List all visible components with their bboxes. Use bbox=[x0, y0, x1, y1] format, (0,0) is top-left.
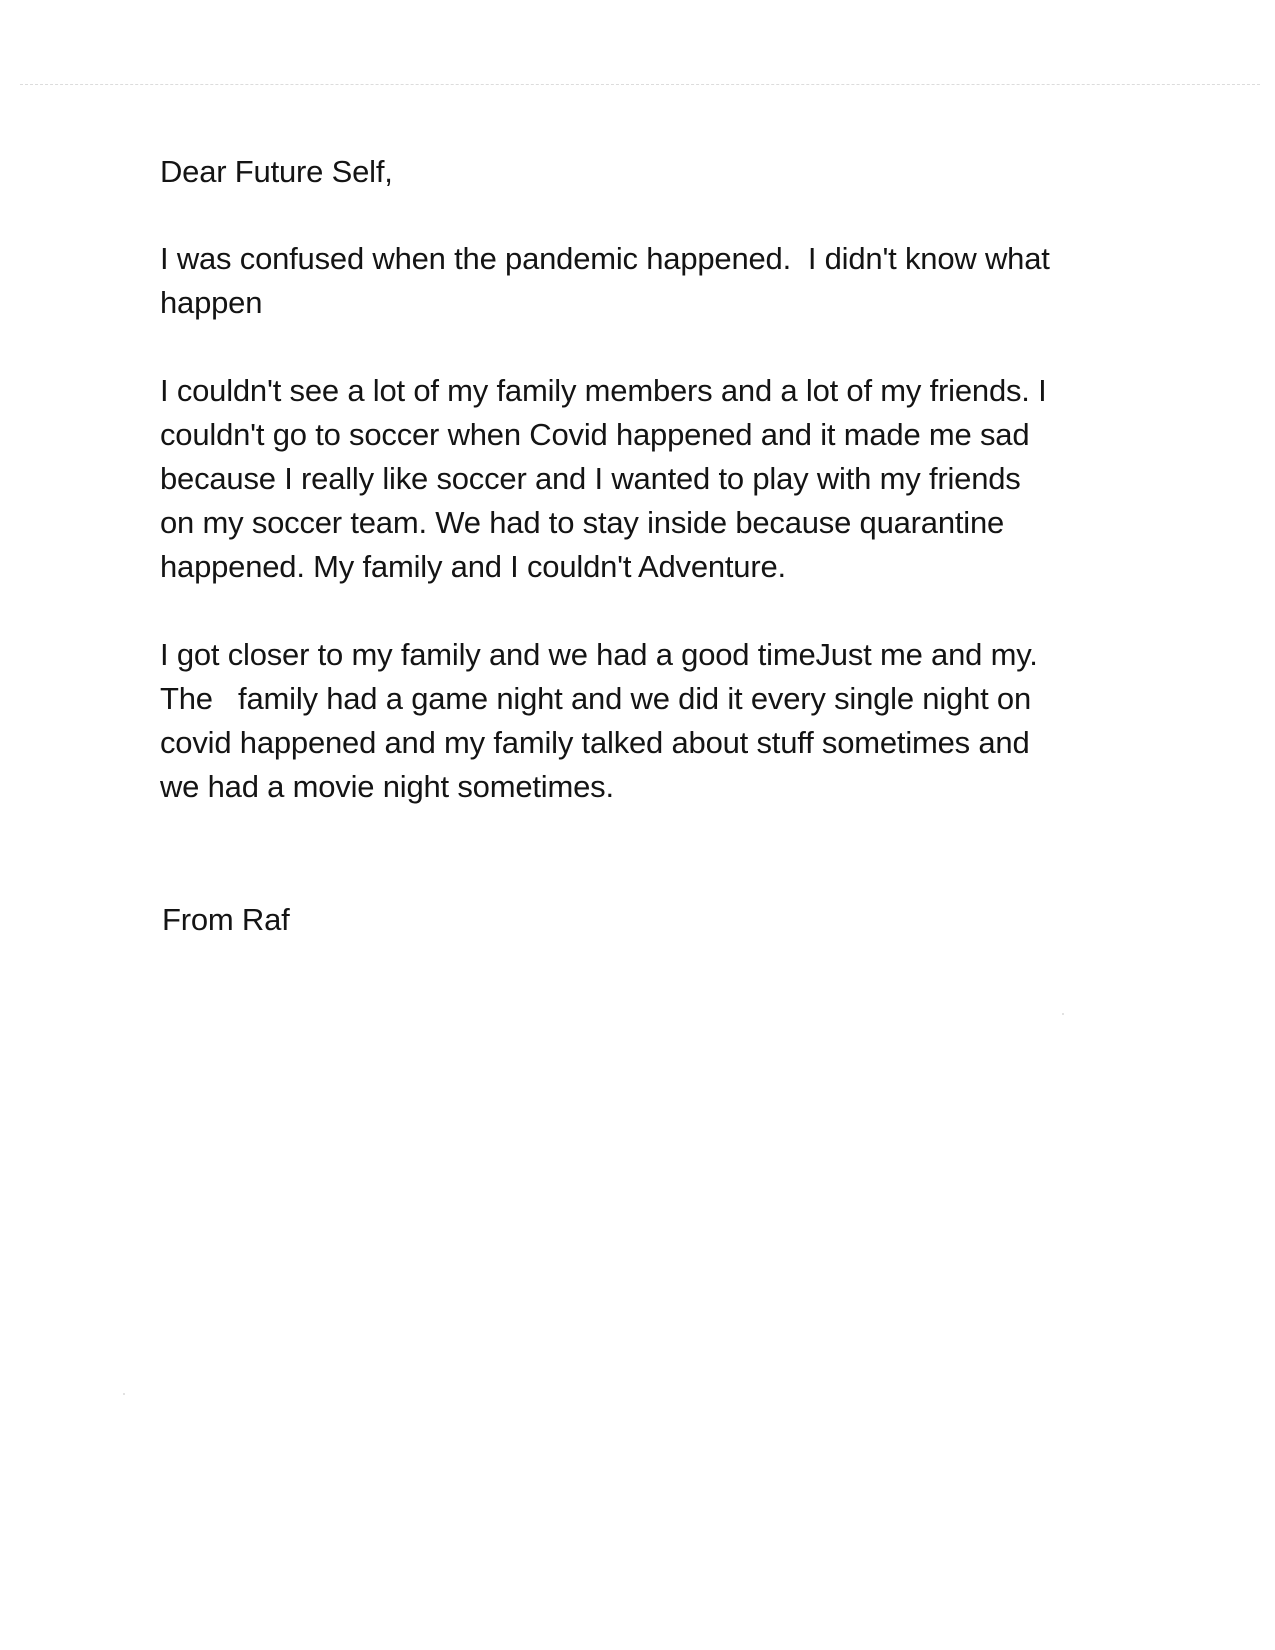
scan-speck bbox=[123, 1393, 125, 1395]
scan-edge-line bbox=[20, 84, 1260, 85]
letter-paragraph-1: I was confused when the pandemic happened. I didn't know what happen bbox=[160, 241, 1050, 320]
letter-body bbox=[160, 150, 1145, 809]
letter-signature: From Raf bbox=[162, 902, 290, 937]
letter-greeting: Dear Future Self, bbox=[160, 154, 393, 189]
letter-paragraph-2: I couldn't see a lot of my family members and a lot of my friends. I couldn't go to soccer when Covid happened and it made me sad because I really like soccer and I wanted to play with my friends on my soccer team. We had to stay inside because quarantine happened. My family and I couldn't Adventure. bbox=[160, 373, 1047, 584]
scan-speck bbox=[1062, 1013, 1064, 1015]
letter-paragraph-3: I got closer to my family and we had a good timeJust me and my. The family had a game night and we did it every single night on covid happened and my family talked about stuff sometimes and we had a movie night sometimes. bbox=[160, 637, 1038, 804]
